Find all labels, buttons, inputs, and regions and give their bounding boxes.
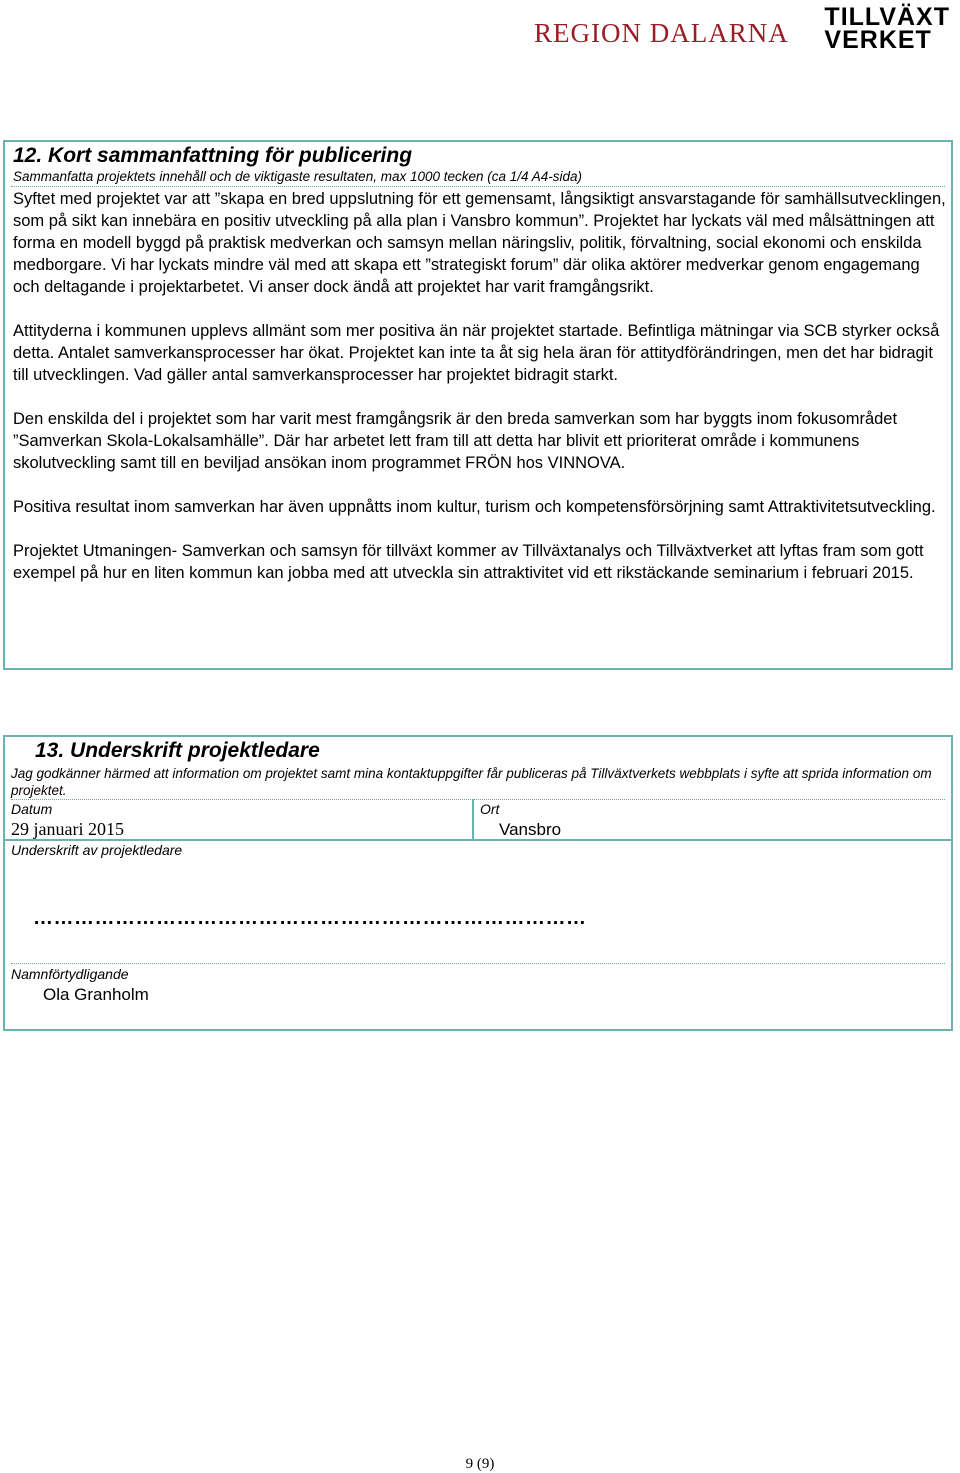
summary-text-field[interactable]	[13, 188, 948, 606]
tillvaxtverket-logo	[824, 3, 950, 54]
divider	[472, 799, 474, 841]
region-dalarna-logo: REGION DALARNA	[534, 18, 789, 48]
name-label: Namnförtydligande	[11, 966, 129, 982]
tillvaxtverket-logo-line2: VERKET	[824, 26, 932, 54]
header-logos	[530, 4, 950, 58]
signature-field[interactable]: ………………………………………………………………………	[33, 907, 587, 929]
signature-label: Underskrift av projektledare	[11, 842, 183, 858]
summary-section	[3, 140, 953, 670]
summary-paragraph: Syftet med projektet var att ”skapa en bred uppslutning för ett gemensamt, långsiktigt ansvarstagande för samhällsutvecklingen, som på sikt kan innebära en positiv utveckling på alla plan i Vansbro kommun”. Projektet har lyckats väl med målsättningen att forma en modell byggd på praktisk medverkan och samsyn mellan näringsliv, politik, förvaltning, social ekonomi och enskilda medborgare. Vi har lyckats mindre väl med att skapa ett ”strategiskt forum” där olika aktörer medverkar genom engagemang och deltagande i projektarbetet. Vi anser dock ändå att projektet har varit framgångsrikt.	[13, 190, 946, 296]
page-number: 9 (9)	[465, 1456, 495, 1472]
name-field[interactable]: Ola Granholm	[43, 985, 149, 1004]
divider	[11, 186, 945, 187]
signature-hint: Jag godkänner härmed att information om projektet samt mina kontaktuppgifter får publiceras på Tillväxtverkets webbplats i syfte att sprida information om projektet.	[11, 766, 932, 798]
summary-hint: Sammanfatta projektets innehåll och de viktigaste resultaten, max 1000 tecken (ca 1/4 A4-sida)	[13, 169, 583, 184]
summary-paragraph: Positiva resultat inom samverkan har även uppnåtts inom kultur, turism och kompetensförsörjning samt Attraktivitetsutveckling.	[13, 498, 936, 516]
signature-title: 13. Underskrift projektledare	[35, 739, 320, 762]
summary-paragraph: Attityderna i kommunen upplevs allmänt som mer positiva än när projektet startade. Befintliga mätningar via SCB styrker också detta. Antalet samverkansprocesser har ökat. Projektet kan inte ta åt sig hela äran för attitydförändringen, men det har bidragit till utvecklingen. Vad gäller antal samverkansprocesser har projektet bidragit starkt.	[13, 322, 940, 384]
date-label: Datum	[11, 801, 53, 817]
divider	[11, 799, 945, 800]
divider	[5, 839, 951, 841]
tillvaxtverket-logo-line1: TILLVÄXT	[824, 3, 950, 31]
summary-paragraph: Projektet Utmaningen- Samverkan och samsyn för tillväxt kommer av Tillväxtanalys och Tillväxtverket att lyftas fram som gott exempel på hur en liten kommun kan jobba med att utveckla sin attraktivitet vid ett rikstäckande seminarium i februari 2015.	[13, 542, 924, 582]
summary-paragraph: Den enskilda del i projektet som har varit mest framgångsrik är den breda samverkan som har byggts inom fokusområdet ”Samverkan Skola-Lokalsamhälle”. Där har arbetet lett fram till att detta har blivit ett prioriterat område i kommunens skolutveckling samt till en beviljad ansökan inom programmet FRÖN hos VINNOVA.	[13, 410, 898, 472]
place-field[interactable]: Vansbro	[499, 820, 562, 839]
date-field[interactable]: 29 januari 2015	[11, 819, 124, 839]
place-label: Ort	[480, 801, 500, 817]
divider	[11, 963, 945, 964]
signature-section	[3, 735, 953, 1031]
summary-title: 12. Kort sammanfattning för publicering	[13, 144, 413, 167]
